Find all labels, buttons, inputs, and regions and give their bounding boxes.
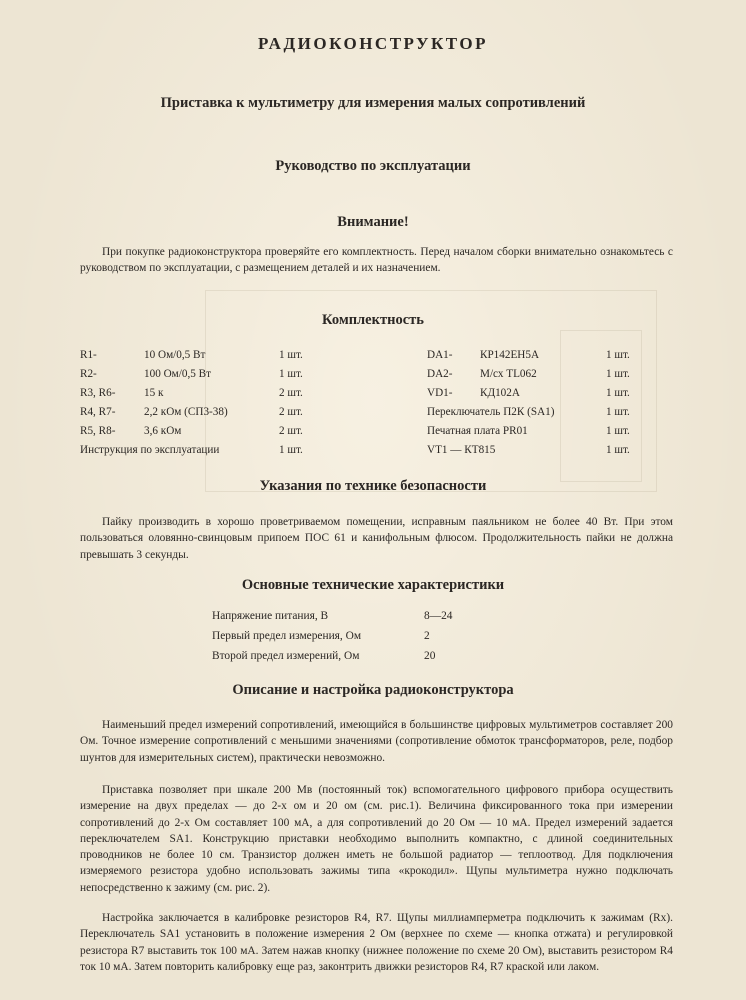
kit-ref: R1- — [80, 349, 97, 361]
kit-ref: DA1- — [427, 349, 453, 361]
kit-qty: 1 шт. — [606, 387, 630, 399]
spec-value: 20 — [424, 650, 436, 662]
description-paragraph-1: Наименьший предел измерений сопротивлений, имеющийся в большинстве цифровых мультиметров составляет 200 Ом. Точное измерение сопротивлений с меньшими значениями (сопротивление обмоток трансформаторов, реле, подбор шунтов для измерительных систем), практически невозможно. — [80, 719, 673, 764]
kit-value: КД102А — [480, 387, 520, 399]
document-header: РАДИОКОНСТРУКТОР — [257, 34, 489, 53]
description-paragraph-2: Приставка позволяет при шкале 200 Мв (постоянный ток) вспомогательного цифрового прибора осуществить измерение на двух пределах — до 2-х ом и 20 ом (см. рис.1). Величина фиксированного тока при измерении сопротивлений до 2-х Ом составляет 100 мА, а для сопротивлений до 20 Ом — 10 мА. Предел измерений задается переключателем SA1. Конструкцию приставки необходимо выполнить компактно, с длиной соединительных проводников не более 10 см. Транзистор должен иметь не большой радиатор — теплоотвод. Для подключения измеряемого резистора удобно использовать зажимы типа «крокодил». Щупы мультиметра нужно подключать непосредственно к зажиму (см. рис. 2). — [80, 784, 673, 894]
description-paragraph-3: Настройка заключается в калибровке резисторов R4, R7. Щупы миллиамперметра подключить к зажимам (Rx). Переключатель SA1 установить в положение измерения 2 Ом (верхнее по схеме — кнопка отжата) и регулировкой резистора R7 выставить ток 100 мА. Затем нажав кнопку (нижнее положение по схеме 20 Ом), выставить резистором R4 ток 10 мА. Затем повторить калибровку еще раз, законтрить движки резисторов R4, R7 краской или лаком. — [80, 912, 673, 973]
kit-heading: Комплектность — [322, 312, 424, 328]
spec-row — [212, 606, 484, 626]
spec-label: Первый предел измерения, Ом — [212, 630, 362, 642]
kit-qty: 1 шт. — [279, 368, 303, 380]
kit-row — [80, 403, 410, 422]
safety-heading: Указания по технике безопасности — [259, 478, 487, 494]
kit-value: 15 к — [144, 387, 164, 399]
kit-list-left — [80, 346, 410, 460]
specs-heading: Основные технические характеристики — [241, 577, 505, 593]
kit-qty: 1 шт. — [279, 444, 303, 456]
kit-qty: 2 шт. — [279, 406, 303, 418]
attention-paragraph: При покупке радиоконструктора проверяйте его комплектность. Перед началом сборки внимательно ознакомьтесь с руководством по эксплуатации, с размещением деталей и их назначением. — [80, 246, 673, 275]
manual-title: Руководство по эксплуатации — [275, 158, 471, 174]
kit-ref: R4, R7- — [80, 406, 116, 418]
kit-qty: 1 шт. — [606, 406, 630, 418]
kit-ref: VD1- — [427, 387, 453, 399]
kit-row — [427, 403, 687, 422]
product-title: Приставка к мультиметру для измерения малых сопротивлений — [160, 95, 586, 111]
kit-row — [427, 422, 687, 441]
spec-label: Напряжение питания, В — [212, 610, 329, 622]
description-heading: Описание и настройка радиоконструктора — [232, 682, 514, 698]
spec-value: 8—24 — [424, 610, 453, 622]
kit-qty: 1 шт. — [606, 368, 630, 380]
kit-value: 2,2 кОм (СП3-38) — [144, 406, 228, 418]
kit-value: 100 Ом/0,5 Вт — [144, 368, 211, 380]
kit-ref: Печатная плата PR01 — [427, 425, 528, 437]
kit-qty: 1 шт. — [279, 349, 303, 361]
kit-row — [427, 384, 687, 403]
kit-qty: 2 шт. — [279, 425, 303, 437]
kit-value: КР142ЕН5А — [480, 349, 540, 361]
safety-paragraph: Пайку производить в хорошо проветриваемом помещении, исправным паяльником не более 40 Вт. При этом пользоваться оловянно-свинцовым припоем ПОС 61 и канифольным флюсом. Продолжительность пайки не должна превышать 3 секунды. — [80, 516, 673, 561]
kit-ref: Инструкция по эксплуатации — [80, 444, 220, 456]
spec-row — [212, 626, 484, 646]
kit-row — [427, 365, 687, 384]
kit-ref: Переключатель П2К (SA1) — [427, 406, 555, 418]
spec-value: 2 — [424, 630, 430, 642]
kit-ref: R3, R6- — [80, 387, 116, 399]
kit-value: М/сх TL062 — [480, 368, 537, 380]
kit-row — [80, 365, 410, 384]
kit-row — [80, 441, 410, 460]
kit-ref: R5, R8- — [80, 425, 116, 437]
kit-qty: 1 шт. — [606, 349, 630, 361]
kit-row — [80, 346, 410, 365]
spec-row — [212, 646, 484, 666]
kit-row — [80, 422, 410, 441]
kit-ref: DA2- — [427, 368, 453, 380]
kit-value: 3,6 кОм — [144, 425, 182, 437]
kit-ref: VT1 — КТ815 — [427, 444, 496, 456]
kit-qty: 1 шт. — [606, 444, 630, 456]
kit-row — [427, 441, 687, 460]
kit-qty: 1 шт. — [606, 425, 630, 437]
kit-list-right — [427, 346, 687, 460]
kit-ref: R2- — [80, 368, 97, 380]
spec-label: Второй предел измерений, Ом — [212, 650, 360, 662]
kit-qty: 2 шт. — [279, 387, 303, 399]
kit-value: 10 Ом/0,5 Вт — [144, 349, 206, 361]
specs-table — [212, 606, 484, 666]
kit-row — [80, 384, 410, 403]
attention-heading: Внимание! — [337, 214, 409, 230]
kit-row — [427, 346, 687, 365]
